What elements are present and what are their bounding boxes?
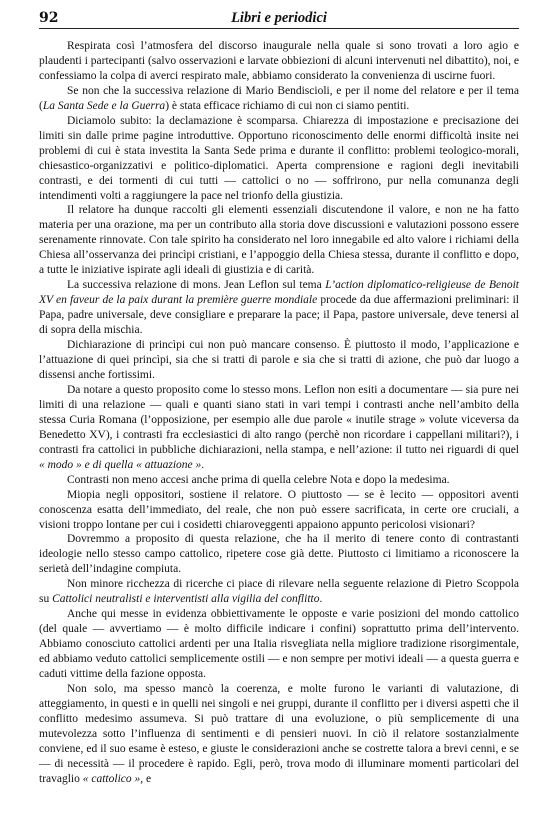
- paragraph: [39, 383, 519, 473]
- paragraph: [39, 488, 519, 533]
- paragraph: [39, 278, 519, 338]
- paragraph: [39, 84, 519, 114]
- paragraph: [39, 473, 519, 488]
- text-run: Anche qui messe in evidenza obbiettivamente le opposte e varie posizioni del mondo cattolico (del quale — avvertiamo — è molto difficile indicare i confini) soprattutto prima dell’intervento. Abbiamo conosciuto cattolici ardenti per una Italia risvegliata nella migliore tradizione risorgimentale, ed abbiamo veduto cattolici semplicemente ostili — e non sempre per motivi ideali — a questa guerra e caduti vittime della fazione opposta.: [39, 608, 519, 681]
- italic-text: L’action diplomatico-religieuse de Benoit XV en faveur de la paix durant la première guerre mondiale: [39, 279, 519, 307]
- text-run: Dichiarazione di princìpi cui non può mancare consenso. È piuttosto il modo, l’applicazione e l’attuazione di quei princìpi, sia che si tratti di parole e sia che si tratti di azione, che può dar luogo a dissensi anche fortissimi.: [39, 339, 519, 381]
- text-run: Non solo, ma spesso mancò la coerenza, e molte furono le varianti di valutazione, di atteggiamento, in questi e in quelli nei singoli e nei gruppi, durante il conflitto per i diversi aspetti che il conflitto medesimo assumeva. Si può trattare di una evoluzione, o più semplicemente di una mutevolezza sotto l’influenza di sentimenti e di pensieri nuovi. In ciò il relatore sostanzialmente conviene, ed il suo esame è esteso, e giuste le considerazioni anche se costrette talora a brevi cenni, e se — di necessità — il procedere è rapido. Egli, però, trova modo di illuminare momenti particolari del travaglio: [39, 682, 519, 785]
- paragraph: [39, 682, 519, 787]
- italic-text: « modo » e di quella « attuazione »: [39, 458, 202, 471]
- article-body: [39, 39, 519, 787]
- paragraph: [39, 338, 519, 383]
- paragraph: [39, 577, 519, 607]
- text-run: Respirata così l’atmosfera del discorso inaugurale nella quale si sono trovati a loro agio e plaudenti i partecipanti (salvo osservazioni e larvate obbiezioni di alcuni intervenuti nel dibattito), noi, e confessiamo la colpa di averci respirato male, abbiamo considerato la convenienza di uscirne fuori.: [39, 40, 519, 82]
- text-run: La successiva relazione di mons. Jean Leflon sul tema: [67, 279, 326, 292]
- paragraph: [39, 114, 519, 204]
- text-run: .: [319, 593, 323, 606]
- text-run: Da notare a questo proposito come lo stesso mons. Leflon non esiti a documentare — sia pure nei limiti di una relazione — quali e quanti siano stati in vari tempi i contrasti anche nell’ambito della stessa Curia Romana (l’opposizione, per esempio alle due parole « inutile strage » volute viceversa da Benedetto XV), i contrasti fra ecclesiastici di alto rango (perchè non ricordare i cappellani militari?), i contrasti fra cattolici in pubbliche dichiarazioni, nella stampa, e nell’azione: il tutto nei riguardi di quel: [39, 383, 519, 456]
- italic-text: La Santa Sede e la Guerra: [42, 99, 166, 112]
- paragraph: [39, 39, 519, 84]
- paragraph: [39, 203, 519, 278]
- text-run: Il relatore ha dunque raccolti gli elementi essenziali discutendone il valore, e non ne ha fatto materia per una orazione, ma per un contributo alla storia dove discussioni e valutazioni possono essere serenamente rinnovate. Con tale spirito ha considerato nel loro innegabile ed alto valore i richiami della Chiesa all’osservanza dei princìpi cristiani, e l’appoggio della Chiesa stessa, durante il conflitto e dopo, a tutte le iniziative ispirate agli ideali di giustizia e di carità.: [39, 204, 519, 277]
- paragraph: [39, 607, 519, 682]
- running-title: Libri e periodici: [231, 10, 327, 26]
- text-run: Non minore ricchezza di ricerche ci piace di rilevare nella seguente relazione di Pietro Scoppola su: [39, 578, 519, 606]
- text-run: procede da due affermazioni preliminari: il Papa, padre universale, deve consigliare e preparare la pace; il Papa, pastore universale, deve tenersi al di sopra della mischia.: [39, 294, 519, 337]
- italic-text: « cattolico »: [82, 772, 141, 785]
- paragraph: [39, 532, 519, 577]
- text-run: , e: [140, 772, 152, 785]
- page-number: 92: [39, 10, 59, 26]
- text-run: Dovremmo a proposito di questa relazione, che ha il merito di tenere conto di contrastanti ideologie nello stesso campo cattolico, ripetere cose già dette. Piuttosto ci limitiamo a riconoscere la serietà dell’indagine compiuta.: [39, 533, 519, 576]
- text-run: Contrasti non meno accesi anche prima di quella celebre Nota e dopo la medesima.: [67, 473, 450, 486]
- text-run: Miopia negli oppositori, sostiene il relatore. O piuttosto — se è lecito — oppositori aventi conoscenza esatta dell’immediato, del reale, che non può essere sacrificata, in certe ore cruciali, a visioni troppo lontane per cui i cosidetti chiaroveggenti appaiono appunto pericolosi visionari?: [39, 488, 519, 531]
- text-run: Se non che la successiva relazione di Mario Bendiscioli, e per il nome del relatore e per il tema (: [39, 84, 519, 112]
- page-header: [39, 10, 519, 29]
- italic-text: Cattolici neutralisti e interventisti alla vigilia del conflitto: [52, 593, 320, 606]
- text-run: .: [201, 458, 205, 471]
- text-run: ) è stata efficace richiamo di cui non ci siamo pentiti.: [165, 99, 410, 112]
- text-run: Diciamolo subito: la declamazione è scomparsa. Chiarezza di impostazione e precisazione dei limiti sin dalle prime pagine introduttive. Opportuno riconoscimento delle enormi difficoltà insite nei problemi di cui è stata investita la Santa Sede prima e durante il conflitto: problemi teologico-morali, chiesastico-organizzativi e politico-diplomatici. Aperta comprensione e ragioni degli inevitabili contrasti, e dei tormenti di cui tutti — cattolici o no — soffrirono, pur nella comunanza degli intendimenti volti a raggiungere la pace nel trionfo della giustizia.: [39, 114, 519, 202]
